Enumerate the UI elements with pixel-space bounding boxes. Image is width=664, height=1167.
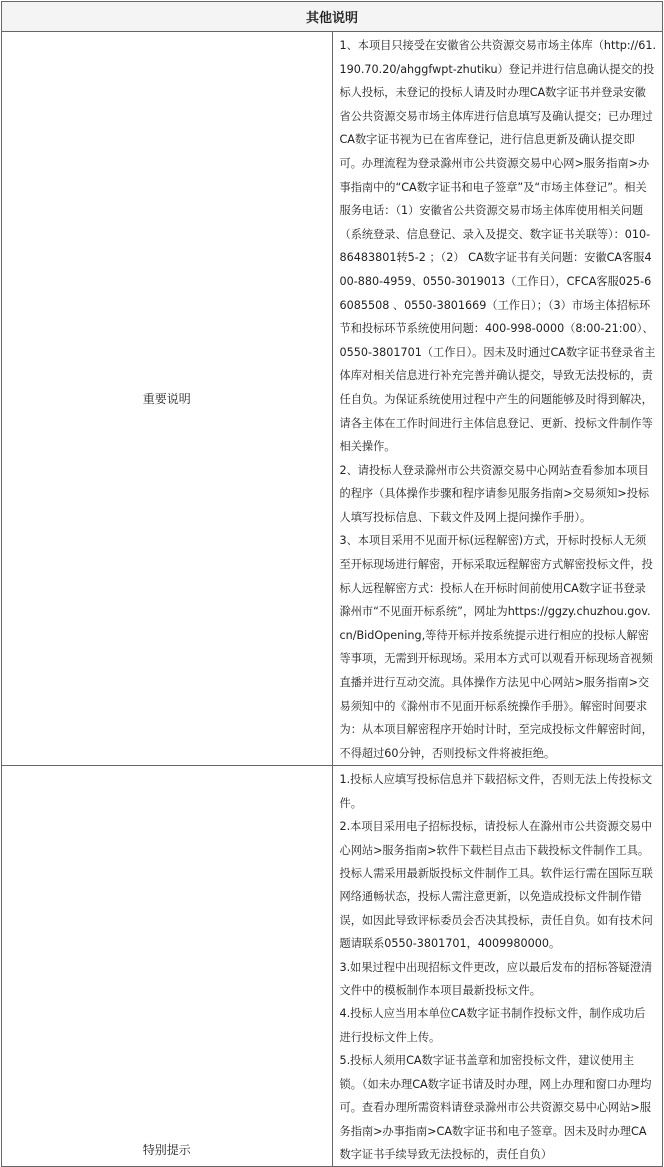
important-notes-content (332, 32, 663, 766)
special-tip-3: 3.如果过程中出现招标文件更改，应以最后发布的招标答疑澄清文件中的模板制作本项目最新投标文件。 (339, 960, 653, 998)
important-note-2: 2、请投标人登录滁州市公共资源交易中心网站查看参加本项目的程序（具体操作步骤和程序请参见服务指南>交易须知>投标人填写投标信息、下载文件及网上提问操作手册）。 (339, 463, 650, 524)
important-note-1: 1、本项目只接受在安徽省公共资源交易市场主体库（http://61.190.70.20/ahggfwpt-zhutiku）登记并进行信息确认提交的投标人投标，未登记的投标人请及时办理CA数字证书并登录安徽省公共资源交易市场主体库进行信息填写及确认提交；已办理过CA数字证书视为已在省库登记，进行信息更新及确认提交即可。办理流程为登录滁州市公共资源交易中心网>服务指南>办事指南中的“CA数字证书和电子签章”及“市场主体登记”。相关服务电话：（1）安徽省公共资源交易市场主体库使用相关问题（系统登录、信息登记、录入及提交、数字证书关联等）：010-86483801转5-2 ；（2） CA数字证书有关问题：安徽CA客服400-880-4959、0550-3019013（工作日），CFCA客服025-66085508 、0550-3801669（工作日）；（3）市场主体招标环节和投标环节系统使用问题：400-998-0000（8:00-21:00）、0550-3801701（工作日）。因未及时通过CA数字证书登录省主体库对相关信息进行补充完善并确认提交，导致无法投标的，责任自负。为保证系统使用过程中产生的问题能够及时得到解决，请各主体在工作时间进行主体信息登记、更新、投标文件制作等相关操作。 (339, 39, 656, 454)
header-row (2, 2, 663, 32)
important-notes-row (2, 32, 663, 766)
other-notes-table (1, 1, 663, 1167)
special-tip-5: 5.投标人须用CA数字证书盖章和加密投标文件，建议使用主锁。（如未办理CA数字证书请及时办理，网上办理和窗口办理均可。查看办理所需资料请登录滁州市公共资源交易中心网站>服务指南>办事指南>CA数字证书和电子签章。因未及时办理CA数字证书手续导致无法投标的，责任自负） (339, 1054, 652, 1161)
special-tip-1: 1.投标人应填写投标信息并下载招标文件，否则无法上传投标文件。 (339, 773, 653, 810)
important-notes-label: 重要说明 (2, 32, 333, 766)
special-tips-content (332, 766, 663, 1167)
special-tip-2: 2.本项目采用电子招标投标，请投标人在滁州市公共资源交易中心网站>服务指南>软件下载栏目点击下载投标文件制作工具。投标人需采用最新版投标文件制作工具。软件运行需在国际互联网络通畅状态，投标人需注意更新，以免造成投标文件制作错误，如因此导致评标委员会否决其投标，责任自负。如有技术问题请联系0550-3801701，4009980000。 (339, 820, 653, 951)
special-tip-4: 4.投标人应当用本单位CA数字证书制作投标文件，制作成功后进行投标文件上传。 (339, 1007, 646, 1044)
special-tips-row (2, 766, 663, 1167)
special-tips-label: 特别提示 (2, 766, 333, 1167)
important-note-3: 3、本项目采用不见面开标(远程解密)方式，开标时投标人无须至开标现场进行解密，开标采取远程解密方式解密投标文件，投标人远程解密方式：投标人在开标时间前使用CA数字证书登录滁州市“不见面开标系统”，网址为https://ggzy.chuzhou.gov.cn/BidOpening,等待开标并按系统提示进行相应的投标人解密等事项，无需到开标现场。采用本方式可以观看开标现场音视频直播并进行互动交流。具体操作方法见中心网站>服务指南>交易须知中的《滁州市不见面开标系统操作手册》。解密时间要求为：从本项目解密程序开始时计时，至完成投标文件解密时间，不得超过60分钟，否则投标文件将被拒绝。 (339, 534, 653, 760)
table-header: 其他说明 (2, 2, 663, 32)
